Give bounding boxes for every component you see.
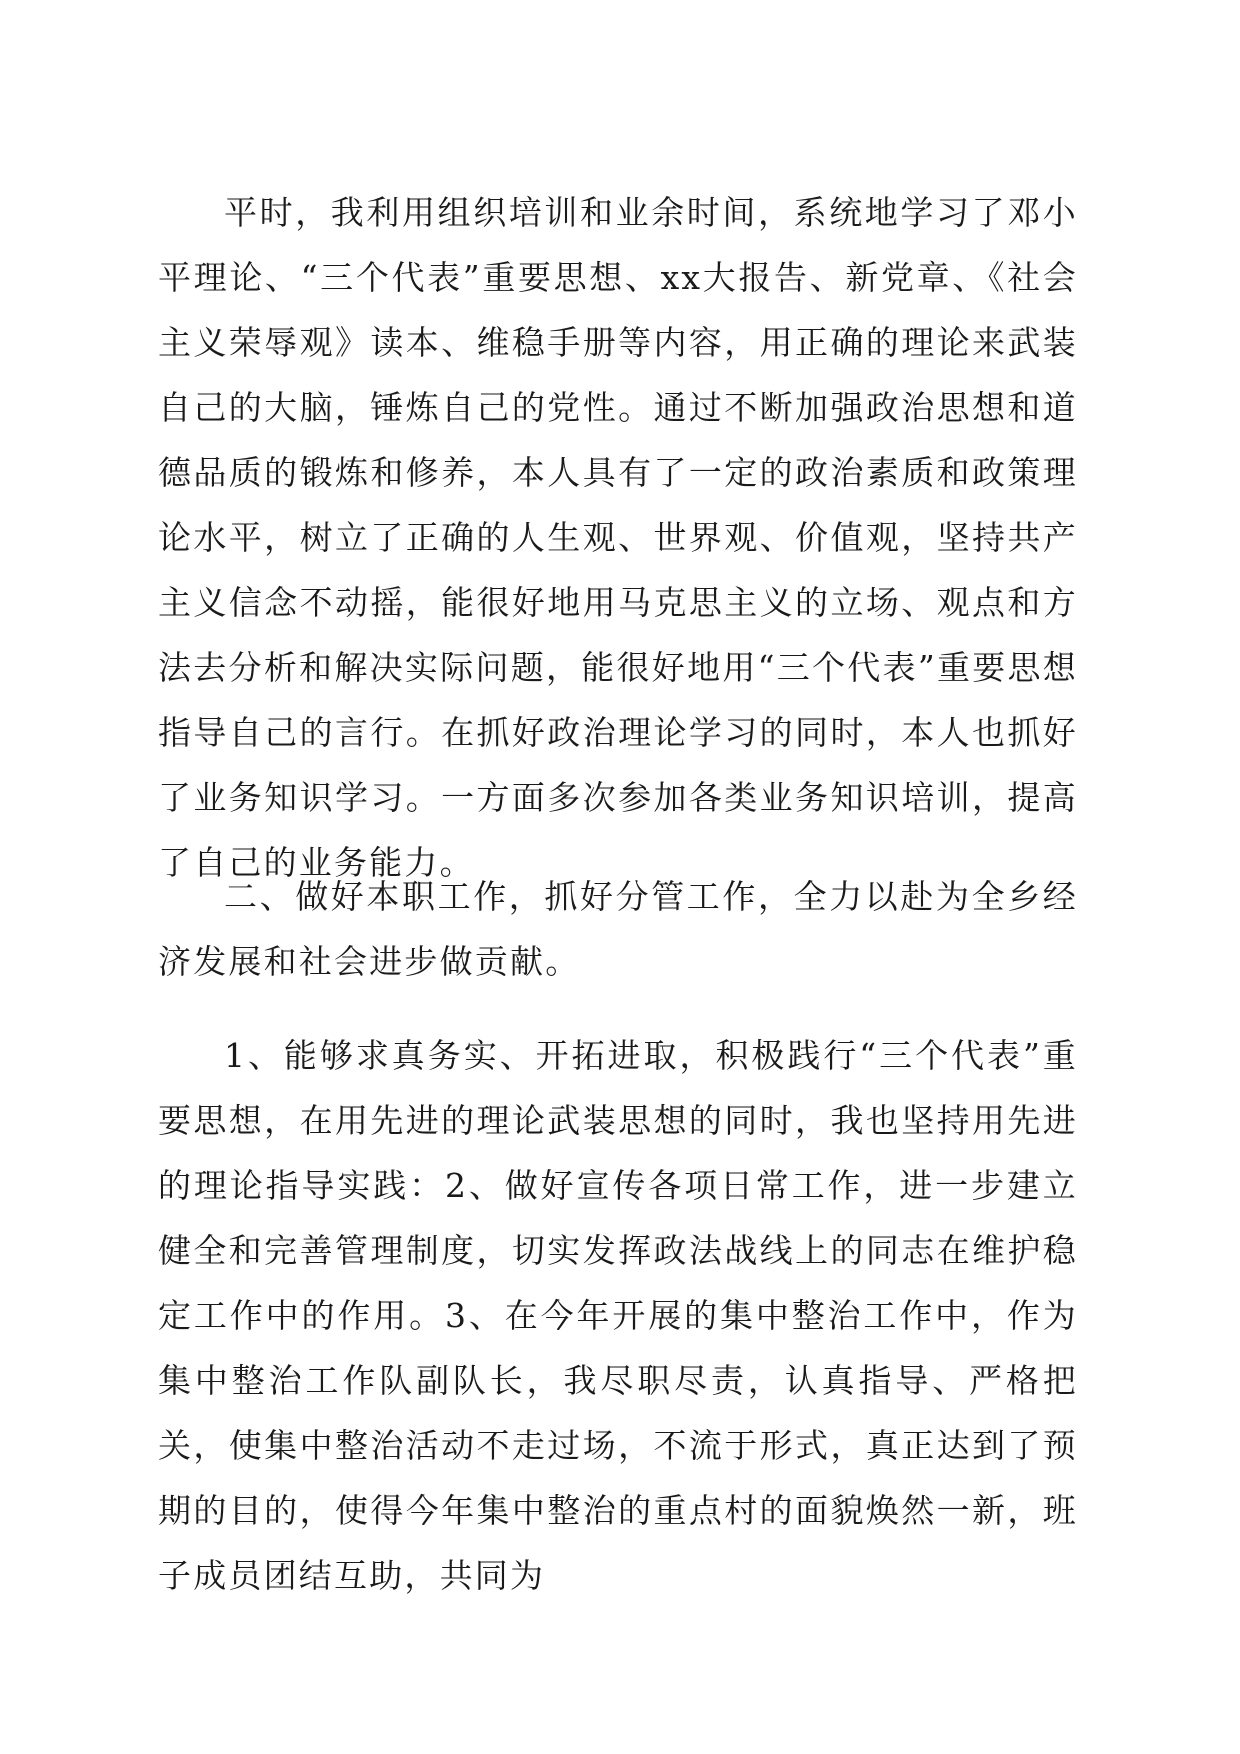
- paragraph-work-items: 1、能够求真务实、开拓进取，积极践行“三个代表”重要思想，在用先进的理论武装思想的同时，我也坚持用先进的理论指导实践：2、做好宣传各项日常工作，进一步建立健全和完善管理制度，切实发挥政法战线上的同志在维护稳定工作中的作用。3、在今年开展的集中整治工作中，作为集中整治工作队副队长，我尽职尽责，认真指导、严格把关，使集中整治活动不走过场，不流于形式，真正达到了预期的目的，使得今年集中整治的重点村的面貌焕然一新，班子成员团结互助，共同为: [158, 1036, 1078, 1595]
- paragraph-study-summary: 平时，我利用组织培训和业余时间，系统地学习了邓小平理论、“三个代表”重要思想、xx大报告、新党章、《社会主义荣辱观》读本、维稳手册等内容，用正确的理论来武装自己的大脑，锤炼自己的党性。通过不断加强政治思想和道德品质的锻炼和修养，本人具有了一定的政治素质和政策理论水平，树立了正确的人生观、世界观、价值观，坚持共产主义信念不动摇，能很好地用马克思主义的立场、观点和方法去分析和解决实际问题，能很好地用“三个代表”重要思想指导自己的言行。在抓好政治理论学习的同时，本人也抓好了业务知识学习。一方面多次参加各类业务知识培训，提高了自己的业务能力。: [158, 193, 1078, 882]
- section-heading-two: 二、做好本职工作，抓好分管工作，全力以赴为全乡经济发展和社会进步做贡献。: [158, 877, 1078, 981]
